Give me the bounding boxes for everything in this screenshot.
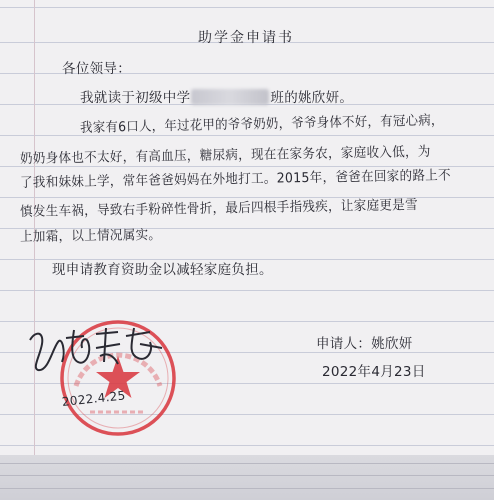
- document-title: 助学金申请书: [198, 30, 294, 46]
- page-edge: [0, 475, 494, 476]
- salutation: 各位领导：: [62, 61, 131, 77]
- application-date: 2022年4月23日: [322, 364, 426, 380]
- margin-rule: [34, 0, 35, 500]
- body-line: 慎发生车祸，导致右手粉碎性骨折，最后四根手指残疾，让家庭更是雪: [19, 197, 418, 220]
- body-line: 我家有6口人，年过花甲的爷爷奶奶，爷爷身体不好，有冠心病，: [79, 112, 444, 136]
- intro-after-redaction: 班的姚欣妍。: [270, 90, 354, 106]
- page-edge: [0, 463, 494, 464]
- intro-before-redaction: 我就读于初级中学: [80, 90, 191, 106]
- applicant-signature-line: 申请人：姚欣妍: [316, 336, 413, 352]
- body-line: 了我和妹妹上学，常年爸爸妈妈在外地打工。2015年，爸爸在回家的路上不: [19, 167, 452, 191]
- body-line: 奶奶身体也不太好，有高血压，糖尿病，现在在家务农，家庭收入低，为: [19, 143, 431, 167]
- redacted-class-name: [191, 89, 269, 105]
- page-stack-edge: [0, 455, 494, 500]
- approval-date: 2022.4.25: [61, 388, 127, 409]
- request-line: 现申请教育资助金以减轻家庭负担。: [52, 262, 273, 278]
- body-line: 上加霜，以上情况属实。: [19, 227, 162, 245]
- page-edge: [0, 488, 494, 489]
- intro-line: [80, 86, 353, 106]
- approver-signature-icon: [22, 322, 172, 382]
